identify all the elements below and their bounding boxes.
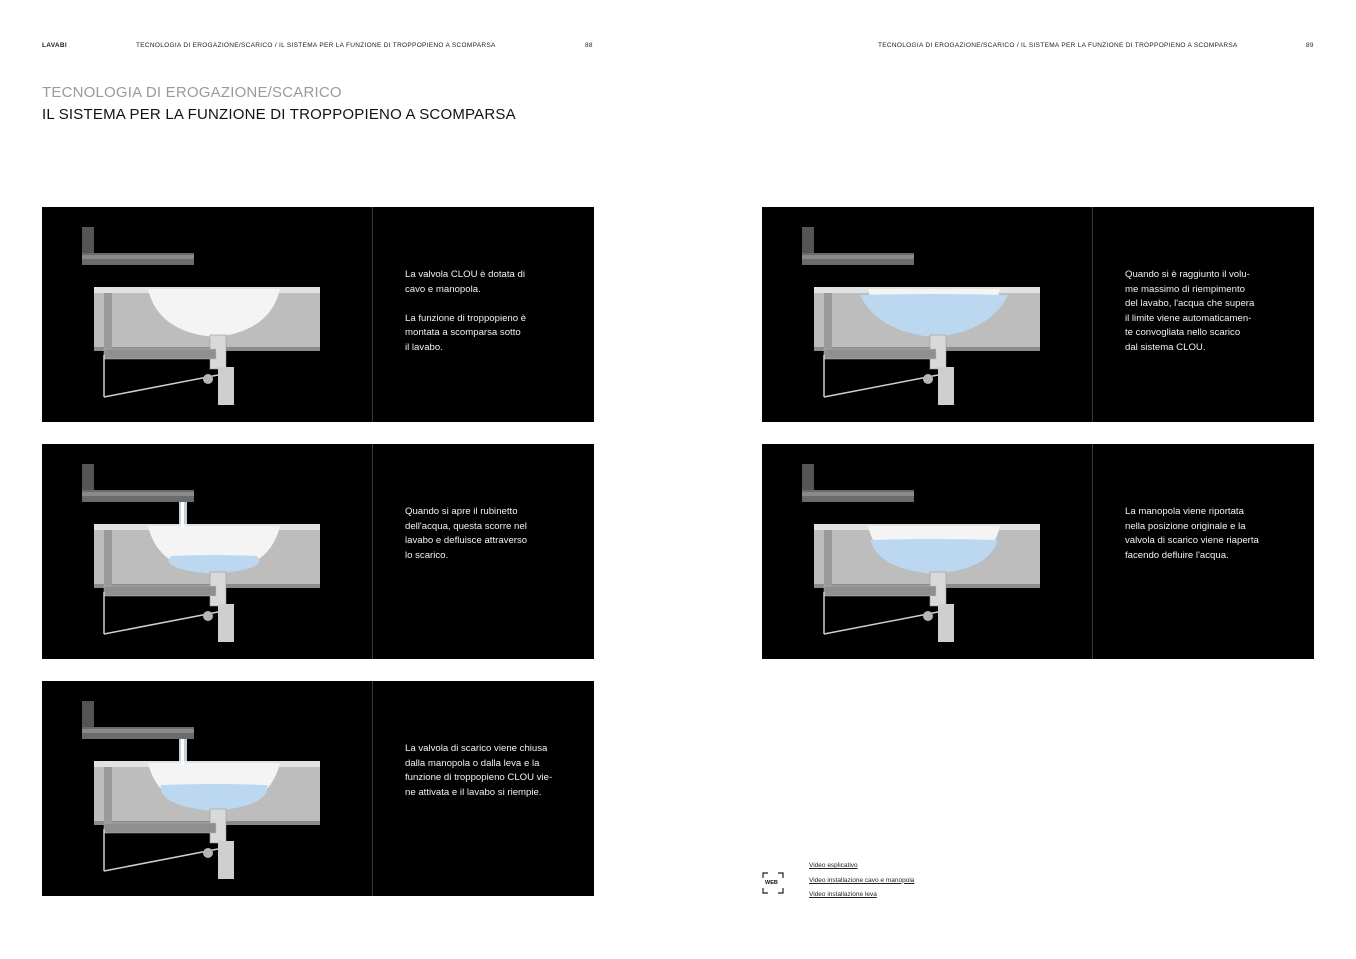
link-video-leva[interactable]: Video installazione leva <box>809 891 877 898</box>
panel-1 <box>42 207 594 422</box>
basin-illustration <box>762 444 1092 659</box>
running-head-right: TECNOLOGIA DI EROGAZIONE/SCARICO / IL SISTEMA PER LA FUNZIONE DI TROPPOPIENO A SCOMPARSA <box>878 42 1238 49</box>
panel-1-text: La valvola CLOU è dotata di cavo e manopola. La funzione di troppopieno è montata a scomparsa sotto il lavabo. <box>405 269 527 353</box>
link-video-cavo-manopola[interactable]: Video installazione cavo e manopola <box>809 876 915 884</box>
web-label: WEB <box>765 880 778 886</box>
panel-divider <box>1092 207 1093 422</box>
panel-2 <box>42 444 594 659</box>
basin-illustration <box>762 207 1092 422</box>
panel-3 <box>42 681 594 896</box>
panel-divider <box>1092 444 1093 659</box>
section-label: LAVABI <box>42 42 68 49</box>
basin-illustration <box>42 207 372 422</box>
panel-divider <box>372 444 373 659</box>
link-video-esplicativo[interactable]: Video esplicativo <box>809 862 858 869</box>
panel-divider <box>372 207 373 422</box>
panel-4 <box>762 207 1314 422</box>
panel-2-text: Quando si apre il rubinetto dell'acqua, questa scorre nel lavabo e defluisce attraverso lo scarico. <box>405 506 528 561</box>
page-number-left: 88 <box>585 42 593 49</box>
panel-4-text: Quando si è raggiunto il volu- me massimo di riempimento del lavabo, l'acqua che supera il limite viene automaticamen- te convogliata nello scarico dal sistema CLOU. <box>1125 269 1255 353</box>
panel-5-text: La manopola viene riportata nella posizione originale e la valvola di scarico viene riaperta facendo defluire l'acqua. <box>1125 506 1259 561</box>
video-links <box>809 859 914 903</box>
panel-divider <box>372 681 373 896</box>
page-title-line1: TECNOLOGIA DI EROGAZIONE/SCARICO <box>42 84 342 101</box>
page-number-right: 89 <box>1306 42 1314 49</box>
basin-illustration <box>42 444 372 659</box>
running-head-left: TECNOLOGIA DI EROGAZIONE/SCARICO / IL SISTEMA PER LA FUNZIONE DI TROPPOPIENO A SCOMPARSA <box>136 42 496 49</box>
page-title-line2: IL SISTEMA PER LA FUNZIONE DI TROPPOPIENO A SCOMPARSA <box>42 106 516 123</box>
panel-5 <box>762 444 1314 659</box>
panel-3-text: La valvola di scarico viene chiusa dalla manopola o dalla leva e la funzione di troppopieno CLOU vie- ne attivata e il lavabo si riempie. <box>405 743 553 798</box>
basin-illustration <box>42 681 372 896</box>
